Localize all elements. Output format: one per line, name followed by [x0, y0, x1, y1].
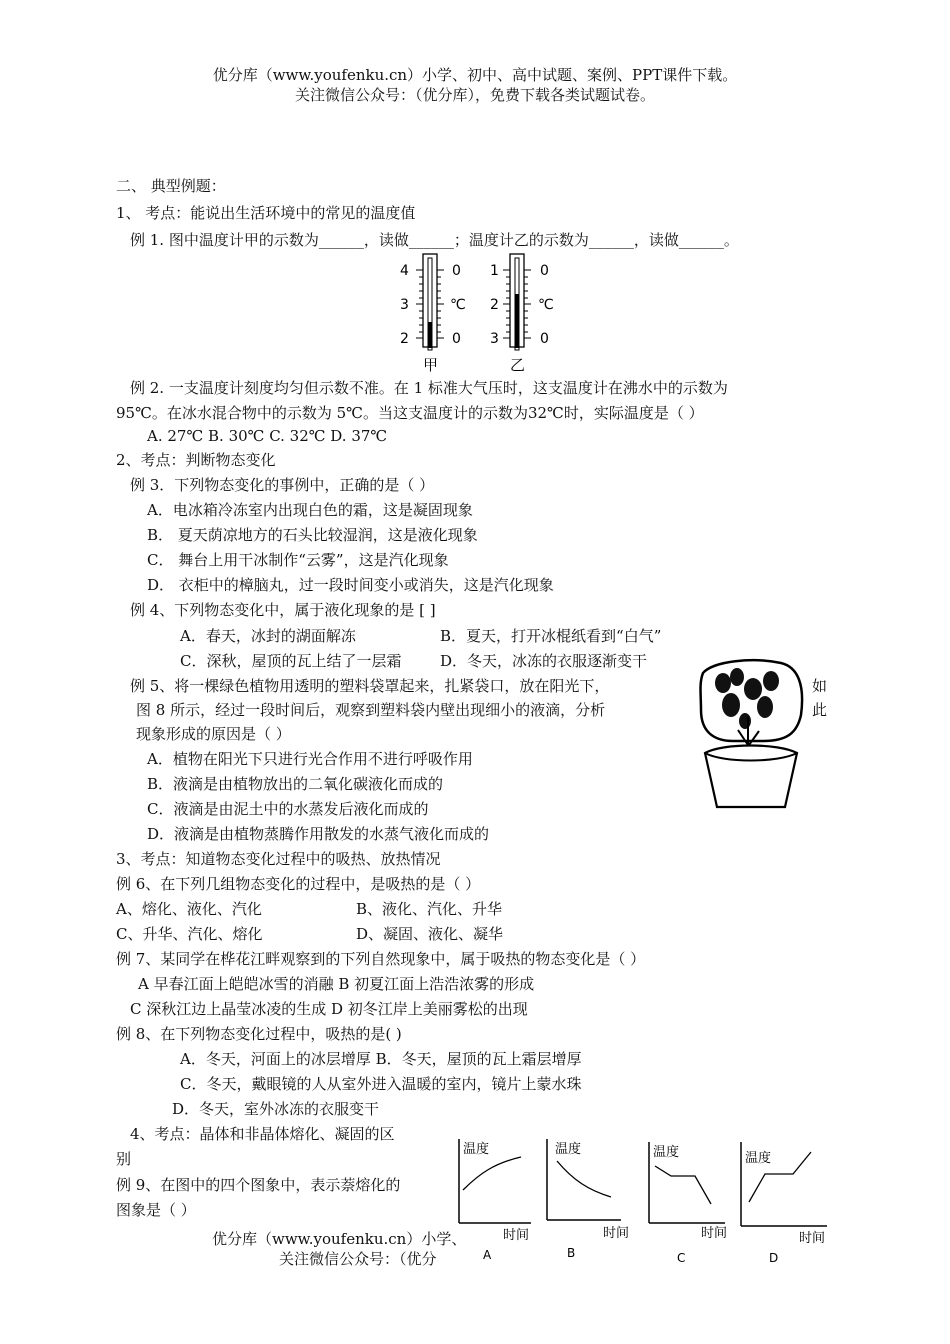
topic2-heading: 2、考点：判断物态变化 [116, 451, 276, 469]
example-6-option-a: A、熔化、液化、汽化 [116, 900, 262, 918]
example-5-line-1: 例 5、将一棵绿色植物用透明的塑料袋罩起来，扎紧袋口，放在阳光下， [130, 677, 610, 695]
example-5-option-b: B．液滴是由植物放出的二氧化碳液化而成的 [147, 775, 444, 793]
plant-in-bag-figure [693, 655, 808, 815]
example-5-line-2: 图 8 所示，经过一段时间后，观察到塑料袋内壁出现细小的液滴，分析 [136, 701, 606, 719]
example-8: 例 8、在下列物态变化过程中，吸热的是( ) [116, 1025, 402, 1043]
example-5-line-3: 现象形成的原因是（ ） [136, 725, 291, 743]
yi-right-unit: ℃ [538, 297, 554, 313]
jia-right-0-bottom: 0 [452, 331, 461, 347]
example-3-option-d: D． 衣柜中的樟脑丸，过一段时间变小或消失，这是汽化现象 [147, 576, 554, 594]
example-8-options-ab: A．冬天，河面上的冰层增厚 B．冬天，屋顶的瓦上霜层增厚 [180, 1050, 582, 1068]
graph-a [455, 1135, 535, 1265]
graph-b-curve [557, 1161, 611, 1197]
example-9-line-2: 图象是（ ） [116, 1201, 196, 1219]
graph-c-curve [655, 1166, 711, 1204]
thermometer-jia [400, 254, 466, 374]
jia-label-3: 3 [400, 297, 409, 313]
graph-a-ylabel: 温度 [463, 1142, 490, 1157]
graph-d [735, 1138, 835, 1268]
example-3-option-a: A．电冰箱冷冻室内出现白色的霜，这是凝固现象 [147, 501, 473, 519]
example-5-option-c: C．液滴是由泥土中的水蒸发后液化而成的 [147, 800, 429, 818]
yi-caption: 乙 [510, 356, 526, 374]
topic4-heading-line-2: 别 [116, 1150, 132, 1168]
yi-label-1: 1 [490, 263, 499, 279]
example-5-line-2-end: 此 [812, 701, 828, 719]
graph-c [643, 1138, 733, 1268]
example-2-line-2: 95℃。在冰水混合物中的示数为 5℃。当这支温度计的示数为32℃时，实际温度是（ ） [116, 404, 704, 422]
graph-b-label: B [567, 1246, 576, 1260]
graph-b [543, 1135, 633, 1265]
example-1: 例 1. 图中温度计甲的示数为______，读做______；温度计乙的示数为______，读做______。 [130, 231, 739, 249]
yi-right-0-top: 0 [540, 263, 549, 279]
yi-right-0-bottom: 0 [540, 331, 549, 347]
graph-c-ylabel: 温度 [653, 1145, 680, 1160]
example-7-options-ab: A 早春江面上皑皑冰雪的消融 B 初夏江面上浩浩浓雾的形成 [138, 975, 535, 993]
graph-b-ylabel: 温度 [555, 1142, 582, 1157]
example-5-line-1-end: 如 [812, 677, 828, 695]
example-4: 例 4、下列物态变化中，属于液化现象的是 [ ] [130, 601, 436, 619]
example-2-options: A. 27℃ B. 30℃ C. 32℃ D. 37℃ [147, 427, 388, 445]
graph-a-xlabel: 时间 [503, 1228, 530, 1243]
example-6-option-c: C、升华、汽化、熔化 [116, 925, 263, 943]
jia-right-0-top: 0 [452, 263, 461, 279]
jia-right-unit: ℃ [450, 297, 466, 313]
example-4-option-b: B．夏天，打开冰棍纸看到“白气” [440, 627, 662, 645]
example-2-line-1: 例 2. 一支温度计刻度均匀但示数不准。在 1 标准大气压时，这支温度计在沸水中的示数为 [130, 379, 728, 397]
graph-d-ylabel: 温度 [745, 1151, 772, 1166]
example-4-option-c: C．深秋，屋顶的瓦上结了一层霜 [180, 652, 402, 670]
example-3-option-c: C． 舞台上用干冰制作“云雾”，这是汽化现象 [147, 551, 449, 569]
topic3-heading: 3、考点：知道物态变化过程中的吸热、放热情况 [116, 850, 441, 868]
example-8-option-c: C．冬天，戴眼镜的人从室外进入温暖的室内，镜片上蒙水珠 [180, 1075, 582, 1093]
section-title: 二、 典型例题： [116, 177, 226, 195]
header-line-1: 优分库（www.youfenku.cn）小学、初中、高中试题、案例、PPT课件下载。 [212, 66, 738, 84]
footer-line-1: 优分库（www.youfenku.cn）小学、 [212, 1230, 467, 1248]
example-5-option-d: D．液滴是由植物蒸腾作用散发的水蒸气液化而成的 [147, 825, 490, 843]
jia-label-2: 2 [400, 331, 409, 347]
example-6-option-d: D、凝固、液化、凝华 [356, 925, 504, 943]
example-8-option-d: D．冬天，室外冰冻的衣服变干 [172, 1100, 380, 1118]
example-5-option-a: A．植物在阳光下只进行光合作用不进行呼吸作用 [147, 750, 473, 768]
example-6: 例 6、在下列几组物态变化的过程中，是吸热的是（ ） [116, 875, 481, 893]
graph-d-xlabel: 时间 [799, 1231, 826, 1246]
example-4-option-a: A．春天，冰封的湖面解冻 [180, 627, 356, 645]
yi-label-2: 2 [490, 297, 499, 313]
example-6-option-b: B、液化、汽化、升华 [356, 900, 503, 918]
graph-a-curve [463, 1157, 521, 1190]
graph-b-xlabel: 时间 [603, 1226, 630, 1241]
jia-caption: 甲 [423, 356, 439, 374]
graph-d-label: D [769, 1251, 779, 1265]
graph-a-label: A [483, 1248, 492, 1262]
example-9-line-1: 例 9、在图中的四个图象中，表示萘熔化的 [116, 1176, 401, 1194]
thermometer-figure [390, 250, 570, 375]
example-4-option-d: D．冬天，冰冻的衣服逐渐变干 [440, 652, 648, 670]
topic1-heading: 1、 考点：能说出生活环境中的常见的温度值 [116, 204, 416, 222]
example-3-option-b: B． 夏天荫凉地方的石头比较湿润，这是液化现象 [147, 526, 478, 544]
example-7-options-cd: C 深秋江边上晶莹冰凌的生成 D 初冬江岸上美丽雾松的出现 [130, 1000, 528, 1018]
footer-line-2: 关注微信公众号：（优分 [279, 1250, 437, 1268]
graph-c-xlabel: 时间 [701, 1226, 728, 1241]
graph-c-label: C [677, 1251, 686, 1265]
thermometer-yi [490, 254, 554, 374]
yi-label-3: 3 [490, 331, 499, 347]
example-7: 例 7、某同学在桦花江畔观察到的下列自然现象中，属于吸热的物态变化是（ ） [116, 950, 646, 968]
topic4-heading-line-1: 4、考点：晶体和非晶体熔化、凝固的区 [130, 1125, 395, 1143]
header-line-2: 关注微信公众号：（优分库），免费下载各类试题试卷。 [294, 86, 655, 104]
example-3: 例 3．下列物态变化的事例中，正确的是（ ） [130, 476, 435, 494]
jia-label-4: 4 [400, 263, 409, 279]
